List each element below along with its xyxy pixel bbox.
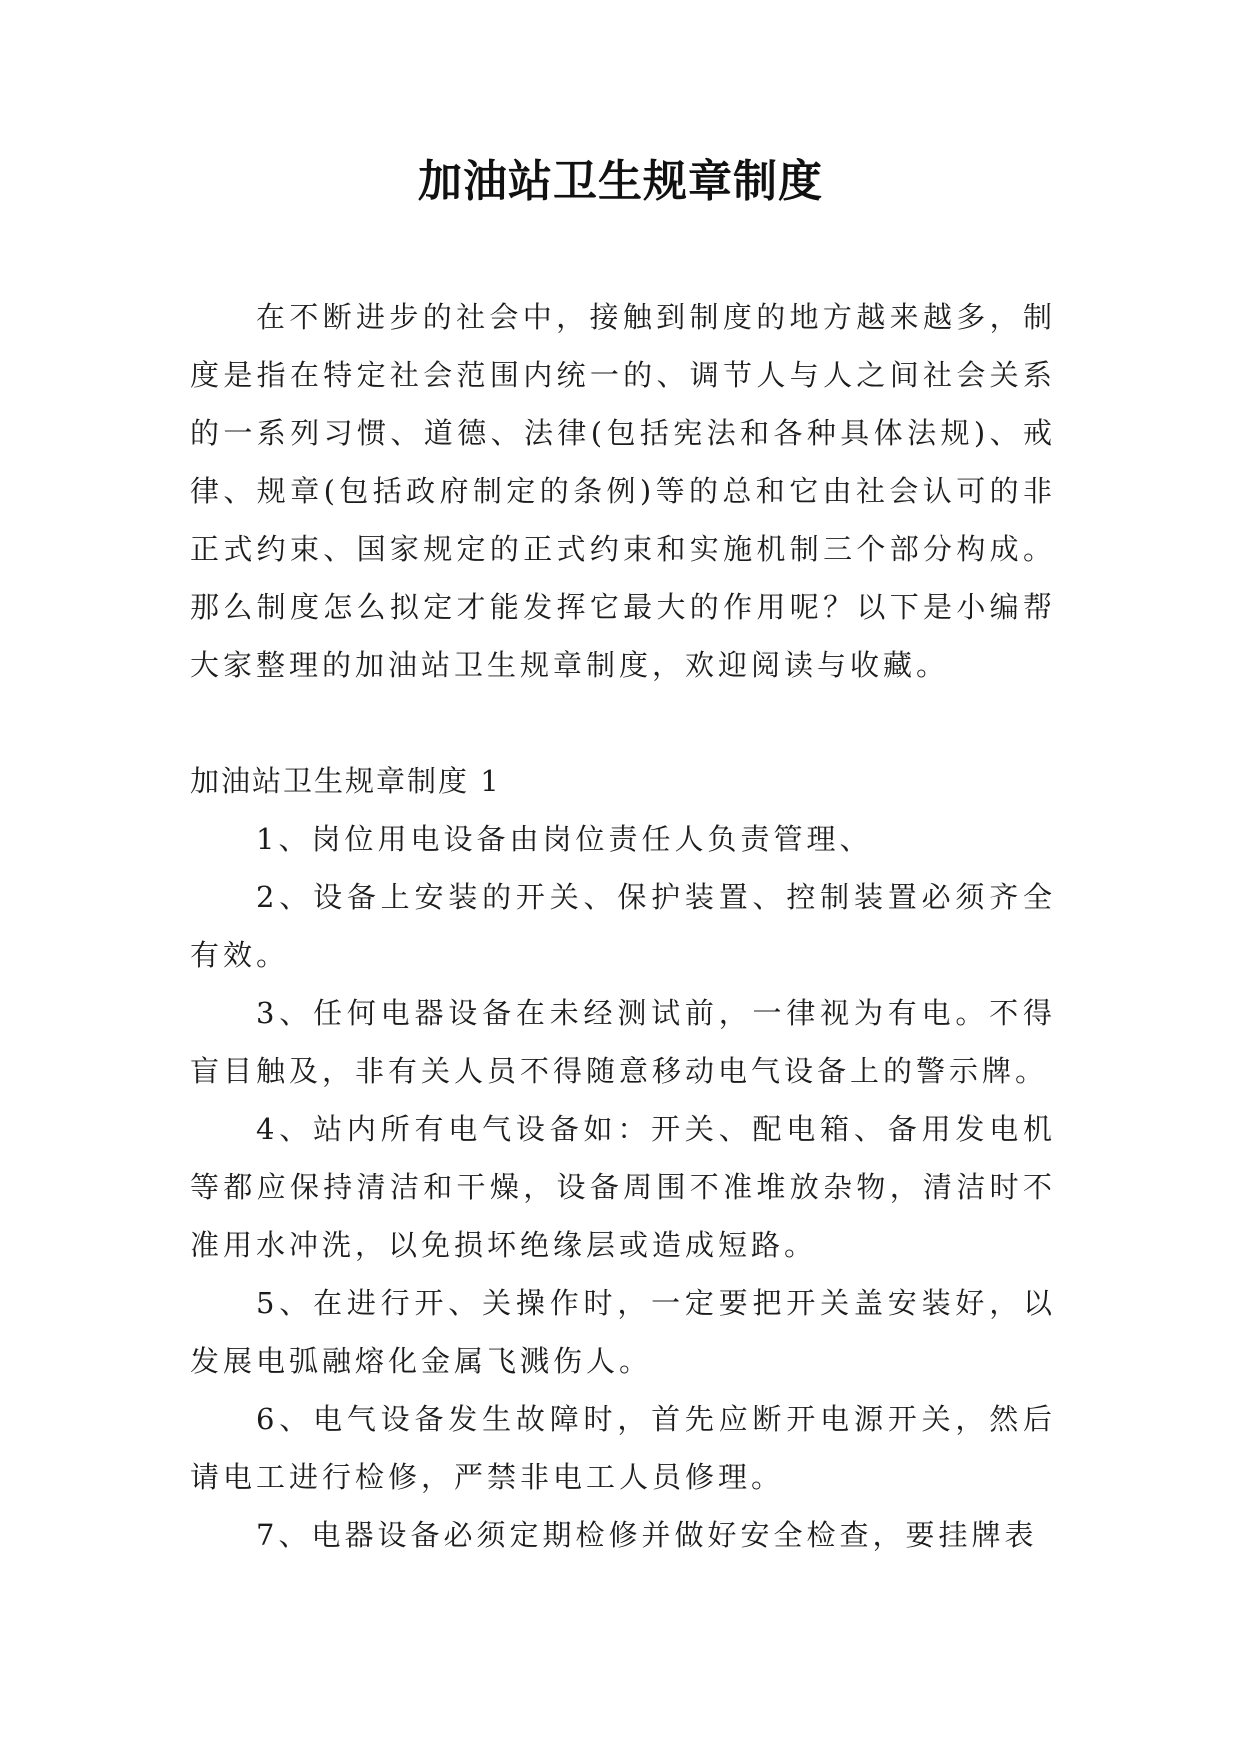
document-title: 加油站卫生规章制度	[418, 156, 823, 207]
list-item: 6、电气设备发生故障时，首先应断开电源开关，然后请电工进行检修，严禁非电工人员修理。	[190, 1402, 1056, 1494]
list-item: 1、岗位用电设备由岗位责任人负责管理、	[256, 822, 873, 856]
list-item: 7、电器设备必须定期检修并做好安全检查，要挂牌表	[256, 1518, 1038, 1552]
list-item: 2、设备上安装的开关、保护装置、控制装置必须齐全有效。	[190, 880, 1056, 972]
section-heading: 加油站卫生规章制度 1	[190, 764, 501, 798]
document-body	[190, 288, 1056, 1564]
list-item: 5、在进行开、关操作时，一定要把开关盖安装好，以发展电弧融熔化金属飞溅伤人。	[190, 1286, 1056, 1378]
list-item: 4、站内所有电气设备如：开关、配电箱、备用发电机等都应保持清洁和干燥，设备周围不准堆放杂物，清洁时不准用水冲洗，以免损坏绝缘层或造成短路。	[190, 1112, 1056, 1262]
intro-paragraph: 在不断进步的社会中，接触到制度的地方越来越多，制度是指在特定社会范围内统一的、调节人与人之间社会关系的一系列习惯、道德、法律(包括宪法和各种具体法规)、戒律、规章(包括政府制定的条例)等的总和它由社会认可的非正式约束、国家规定的正式约束和实施机制三个部分构成。那么制度怎么拟定才能发挥它最大的作用呢？以下是小编帮大家整理的加油站卫生规章制度，欢迎阅读与收藏。	[190, 300, 1056, 682]
list-item: 3、任何电器设备在未经测试前，一律视为有电。不得盲目触及，非有关人员不得随意移动电气设备上的警示牌。	[190, 996, 1056, 1088]
